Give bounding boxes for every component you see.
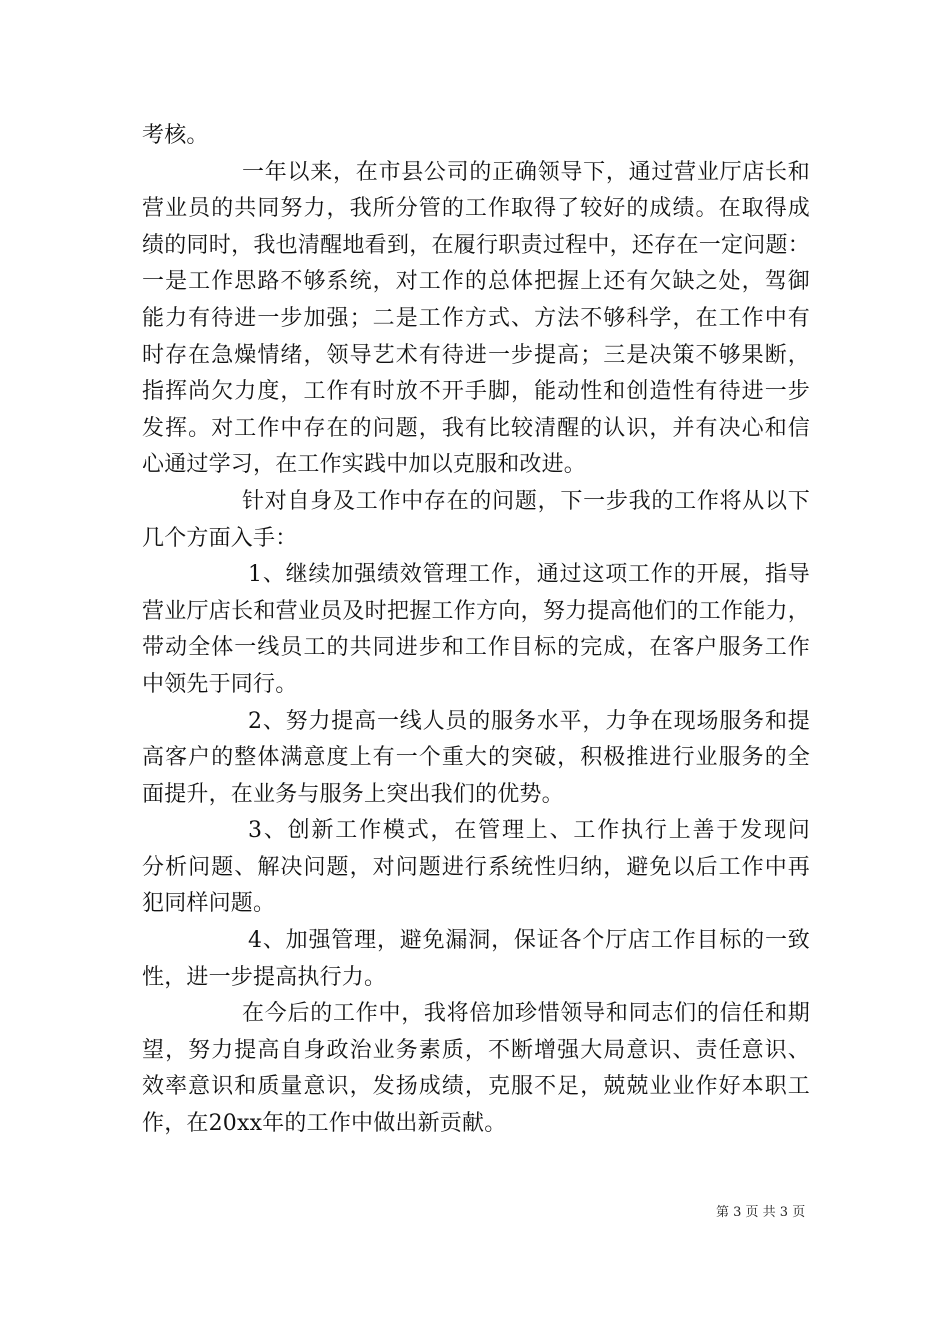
text-line: 作，在20xx年的工作中做出新贡献。 [142,1111,507,1137]
text-line: 望，努力提高自身政治业务素质，不断增强大局意识、责任意识、 [142,1037,810,1063]
text-line: 面提升，在业务与服务上突出我们的优势。 [142,781,564,807]
list-item-2-first-line: 2、努力提高一线人员的服务水平，力争在现场服务和提 [248,708,810,734]
paragraph-first-line: 针对自身及工作中存在的问题，下一步我的工作将从以下 [242,488,810,514]
text-line: 发挥。对工作中存在的问题，我有比较清醒的认识，并有决心和信 [142,415,810,441]
text-line: 时存在急燥情绪，领导艺术有待进一步提高；三是决策不够果断， [142,342,810,368]
list-item-4-first-line: 4、加强管理，避免漏洞，保证各个厅店工作目标的一致 [248,928,810,954]
text-line: 分析问题、解决问题，对问题进行系统性归纳，避免以后工作中再 [142,854,810,880]
text-line: 几个方面入手： [142,525,298,551]
text-line: 性，进一步提高执行力。 [142,964,387,990]
text-line: 高客户的整体满意度上有一个重大的突破，积极推进行业服务的全 [142,745,810,771]
list-item-3-first-line: 3、创新工作模式，在管理上、工作执行上善于发现问 [248,818,810,844]
text-line: 效率意识和质量意识，发扬成绩，克服不足，兢兢业业作好本职工 [142,1074,810,1100]
paragraph-first-line: 一年以来，在市县公司的正确领导下，通过营业厅店长和 [242,159,810,185]
text-line: 能力有待进一步加强；二是工作方式、方法不够科学，在工作中有 [142,305,810,331]
text-line: 绩的同时，我也清醒地看到，在履行职责过程中，还存在一定问题： [142,232,810,258]
text-line: 心通过学习，在工作实践中加以克服和改进。 [142,452,587,478]
text-line: 带动全体一线员工的共同进步和工作目标的完成，在客户服务工作 [142,635,810,661]
text-line: 犯同样问题。 [142,891,276,917]
text-line: 考核。 [142,123,209,148]
text-line: 营业厅店长和营业员及时把握工作方向，努力提高他们的工作能力， [142,598,810,624]
text-line: 营业员的共同努力，我所分管的工作取得了较好的成绩。在取得成 [142,196,810,222]
text-line: 指挥尚欠力度，工作有时放不开手脚，能动性和创造性有待进一步 [142,379,810,405]
document-body [142,118,810,1143]
paragraph-first-line: 在今后的工作中，我将倍加珍惜领导和同志们的信任和期 [242,1001,810,1027]
text-line: 一是工作思路不够系统，对工作的总体把握上还有欠缺之处，驾御 [142,269,810,295]
list-item-1-first-line: 1、继续加强绩效管理工作，通过这项工作的开展，指导 [248,562,810,588]
text-line: 中领先于同行。 [142,671,298,697]
page-number: 第 3 页 共 3 页 [716,1205,806,1220]
